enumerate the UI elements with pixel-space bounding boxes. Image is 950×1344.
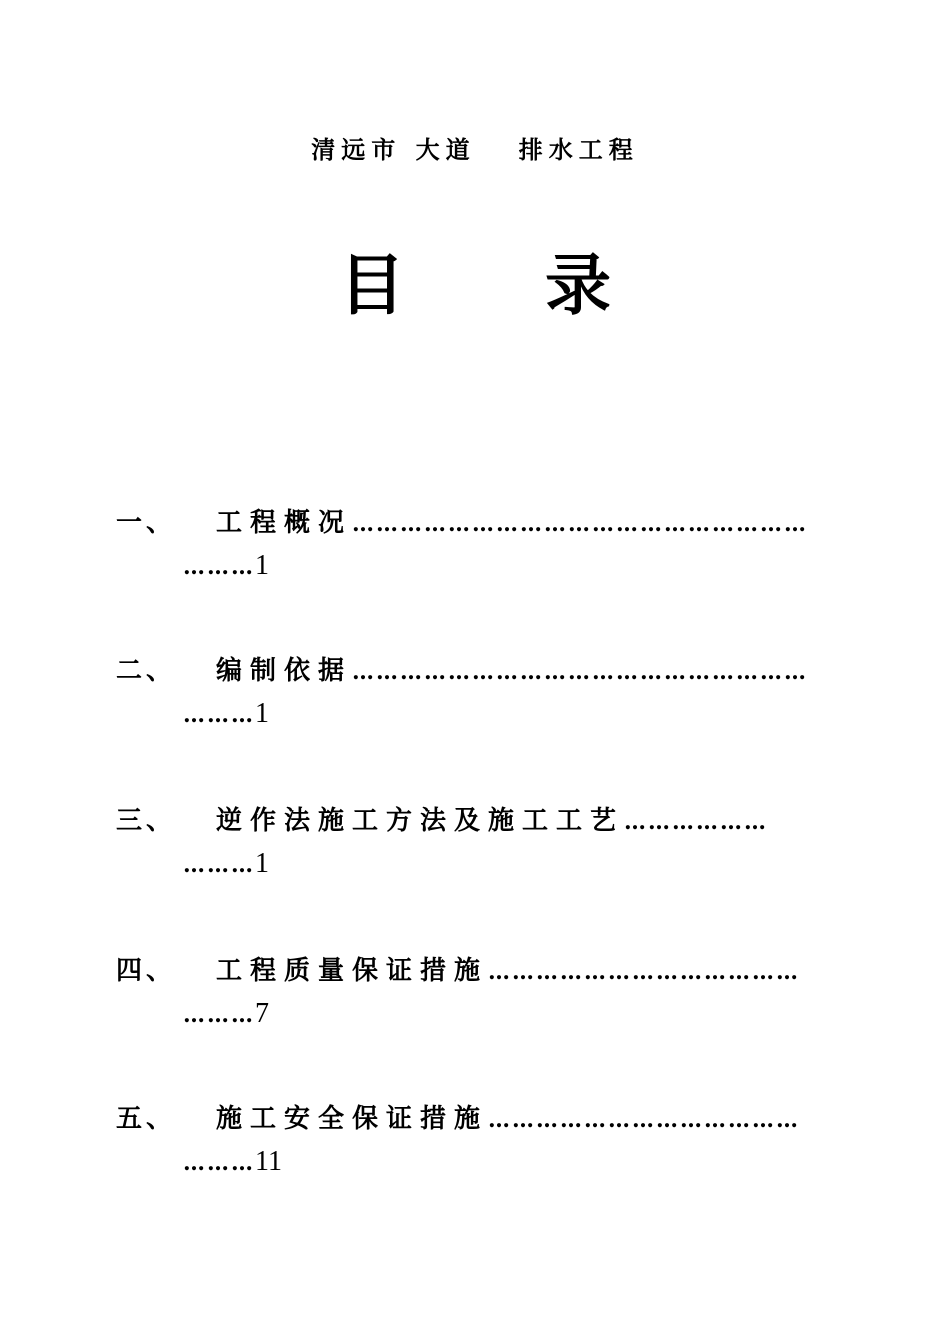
toc-title <box>0 232 950 327</box>
toc-entry-leader-continued: ……… <box>183 554 255 580</box>
toc-entry-label: 施工安全保证措施 <box>216 1104 489 1134</box>
toc-entry-number: 一、 <box>116 508 177 538</box>
document-header: 清远市 大道 排水工程 <box>311 136 639 164</box>
toc-entry-leader: ……………… <box>624 809 769 835</box>
toc-entry-page: 1 <box>255 848 269 879</box>
toc-entry-leader-continued: ……… <box>183 702 255 728</box>
toc-entry-leader: ………………………………… <box>488 1107 801 1133</box>
toc-entry-label: 工程概况 <box>216 508 353 538</box>
toc-entry-label: 逆作法施工方法及施工工艺 <box>216 806 625 836</box>
toc-entry-leader: ………………………………………………… <box>352 659 809 685</box>
toc-entry-number: 二、 <box>116 656 177 686</box>
toc-entry-page: 7 <box>255 998 269 1029</box>
toc-entry-leader: ………………………………………………… <box>352 511 809 537</box>
toc-entry-page: 1 <box>255 550 269 581</box>
toc-entry-label: 工程质量保证措施 <box>216 956 489 986</box>
toc-title-right: 录 <box>545 247 611 324</box>
toc-entry-leader-continued: ……… <box>183 852 255 878</box>
toc-entry-page: 1 <box>255 698 269 729</box>
toc-entry-number: 四、 <box>116 956 177 986</box>
toc-entry-leader: ………………………………… <box>488 959 801 985</box>
toc-entry-page: 11 <box>255 1146 282 1177</box>
toc-entry-number: 三、 <box>116 806 177 836</box>
toc-entry-leader-continued: ……… <box>183 1150 255 1176</box>
toc-entry-leader-continued: ……… <box>183 1002 255 1028</box>
toc-title-left: 目 <box>339 247 405 324</box>
toc-entry-number: 五、 <box>116 1104 177 1134</box>
toc-entry-label: 编制依据 <box>216 656 353 686</box>
